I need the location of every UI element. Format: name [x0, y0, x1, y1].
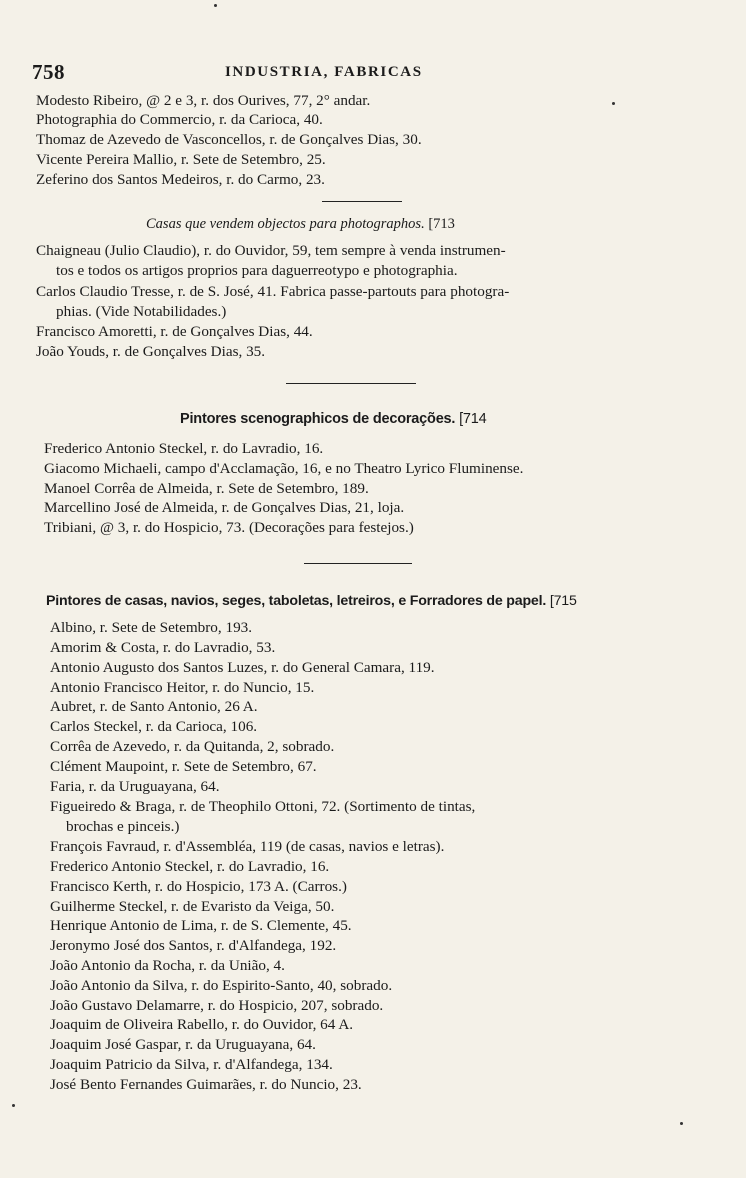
- list-item-continuation: brochas e pinceis.): [66, 818, 180, 835]
- list-item: Carlos Claudio Tresse, r. de S. José, 41. Fabrica passe-partouts para photogra-: [36, 283, 510, 300]
- list-item: José Bento Fernandes Guimarães, r. do Nuncio, 23.: [50, 1076, 362, 1093]
- section-number: [715: [549, 593, 577, 609]
- list-item: Frederico Antonio Steckel, r. do Lavradio, 16.: [44, 440, 324, 457]
- list-item: Aubret, r. de Santo Antonio, 26 A.: [50, 698, 258, 715]
- list-item: João Gustavo Delamarre, r. do Hospicio, 207, sobrado.: [50, 997, 384, 1014]
- list-item: Francisco Amoretti, r. de Gonçalves Dias, 44.: [36, 323, 313, 340]
- section-heading-text: Casas que vendem objectos para photographos.: [146, 216, 425, 232]
- list-item: Antonio Francisco Heitor, r. do Nuncio, 15.: [50, 679, 315, 696]
- list-item: Modesto Ribeiro, @ 2 e 3, r. dos Ourives, 77, 2° andar.: [36, 92, 371, 109]
- section-number: [713: [428, 216, 455, 232]
- list-item: Marcellino José de Almeida, r. de Gonçalves Dias, 21, loja.: [44, 499, 405, 516]
- list-item: Joaquim de Oliveira Rabello, r. do Ouvidor, 64 A.: [50, 1016, 354, 1033]
- list-item: Vicente Pereira Mallio, r. Sete de Setembro, 25.: [36, 151, 326, 168]
- list-item: Tribiani, @ 3, r. do Hospicio, 73. (Decorações para festejos.): [44, 519, 414, 536]
- list-item: Clément Maupoint, r. Sete de Setembro, 67.: [50, 758, 317, 775]
- list-item: Amorim & Costa, r. do Lavradio, 53.: [50, 639, 276, 656]
- list-item: Carlos Steckel, r. da Carioca, 106.: [50, 718, 258, 735]
- section-number: [714: [459, 411, 487, 427]
- list-item: Joaquim José Gaspar, r. da Uruguayana, 64.: [50, 1036, 316, 1053]
- list-item: Corrêa de Azevedo, r. da Quitanda, 2, sobrado.: [50, 738, 335, 755]
- list-item: Manoel Corrêa de Almeida, r. Sete de Setembro, 189.: [44, 480, 369, 497]
- ink-speck: [612, 102, 615, 105]
- list-item: Joaquim Patricio da Silva, r. d'Alfandega, 134.: [50, 1056, 333, 1073]
- section-heading: [180, 411, 487, 427]
- page-number: 758: [32, 60, 65, 84]
- list-item: Frederico Antonio Steckel, r. do Lavradio, 16.: [50, 858, 330, 875]
- list-item: João Antonio da Silva, r. do Espirito-Santo, 40, sobrado.: [50, 977, 393, 994]
- list-item: Thomaz de Azevedo de Vasconcellos, r. de Gonçalves Dias, 30.: [36, 131, 422, 148]
- section-divider: [304, 563, 412, 564]
- list-item: Guilherme Steckel, r. de Evaristo da Veiga, 50.: [50, 898, 335, 915]
- section-divider: [286, 383, 416, 384]
- list-item: João Youds, r. de Gonçalves Dias, 35.: [36, 343, 266, 360]
- list-item: Zeferino dos Santos Medeiros, r. do Carmo, 23.: [36, 171, 325, 188]
- section-heading-text: Pintores de casas, navios, seges, taboletas, letreiros, e Forradores de papel.: [46, 593, 547, 609]
- page-header: [30, 60, 710, 86]
- ink-speck: [680, 1122, 683, 1125]
- list-item: Jeronymo José dos Santos, r. d'Alfandega, 192.: [50, 937, 337, 954]
- list-item: Albino, r. Sete de Setembro, 193.: [50, 619, 253, 636]
- running-title: INDUSTRIA, FABRICAS: [225, 64, 423, 80]
- list-item: Figueiredo & Braga, r. de Theophilo Ottoni, 72. (Sortimento de tintas,: [50, 798, 476, 815]
- list-item-continuation: phias. (Vide Notabilidades.): [56, 303, 227, 320]
- list-item: Photographia do Commercio, r. da Carioca, 40.: [36, 111, 323, 128]
- ink-speck: [214, 4, 217, 7]
- list-item: Giacomo Michaeli, campo d'Acclamação, 16, e no Theatro Lyrico Fluminense.: [44, 460, 524, 477]
- section-heading: [146, 216, 455, 233]
- section-heading: [46, 593, 577, 609]
- section-divider: [322, 201, 402, 202]
- list-item: Henrique Antonio de Lima, r. de S. Clemente, 45.: [50, 917, 352, 934]
- list-item: Antonio Augusto dos Santos Luzes, r. do General Camara, 119.: [50, 659, 435, 676]
- ink-speck: [12, 1104, 15, 1107]
- list-item: Faria, r. da Uruguayana, 64.: [50, 778, 220, 795]
- section-heading-text: Pintores scenographicos de decorações.: [180, 411, 456, 427]
- list-item: Francisco Kerth, r. do Hospicio, 173 A. (Carros.): [50, 878, 347, 895]
- list-item: François Favraud, r. d'Assembléa, 119 (de casas, navios e letras).: [50, 838, 445, 855]
- list-item: João Antonio da Rocha, r. da União, 4.: [50, 957, 285, 974]
- list-item-continuation: tos e todos os artigos proprios para daguerreotypo e photographia.: [56, 262, 458, 279]
- list-item: Chaigneau (Julio Claudio), r. do Ouvidor, 59, tem sempre à venda instrumen-: [36, 242, 506, 259]
